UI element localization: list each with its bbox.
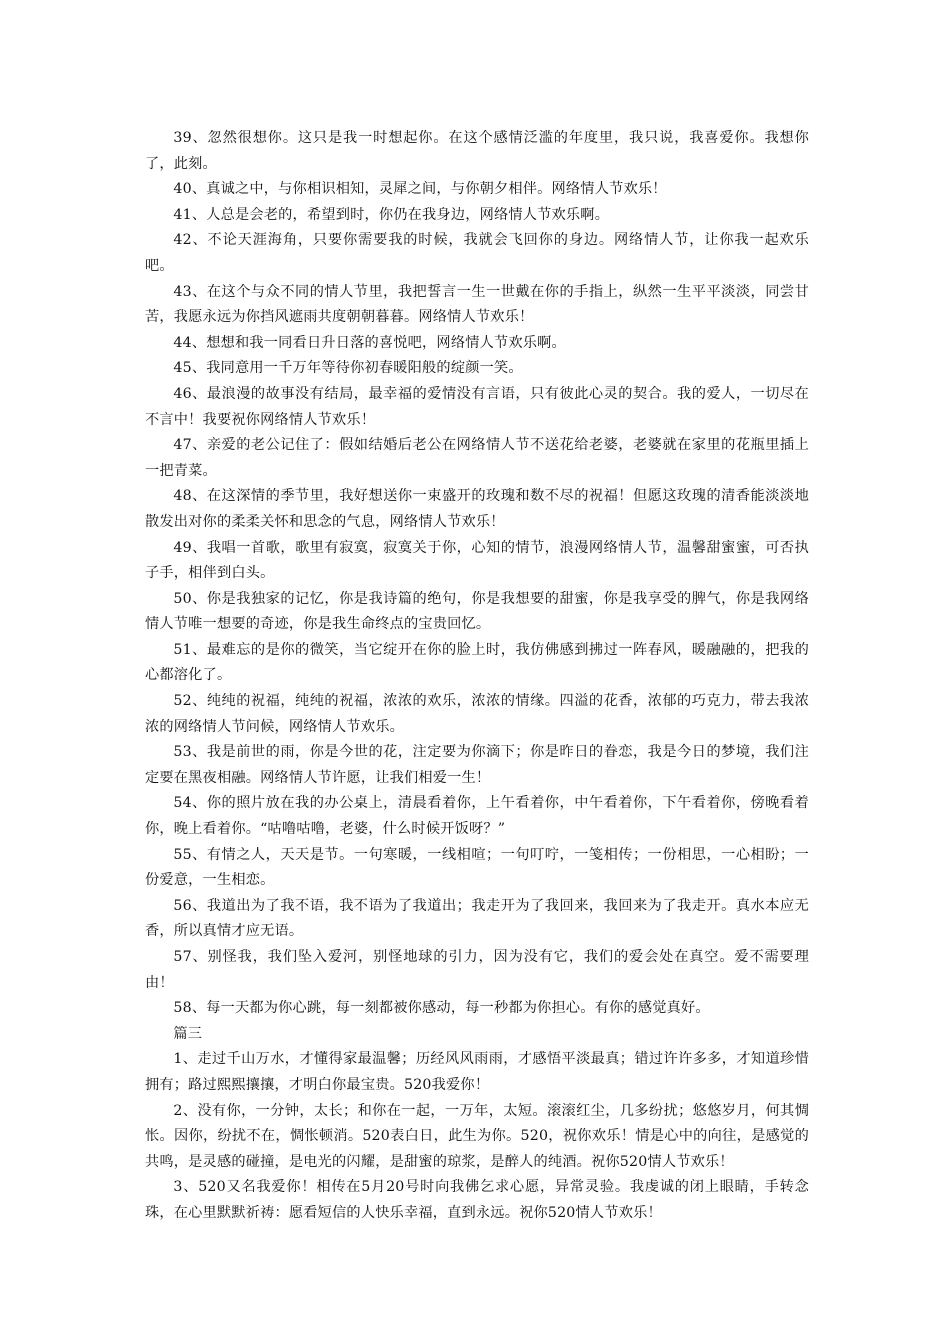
paragraph-48: 48、在这深情的季节里，我好想送你一束盛开的玫瑰和数不尽的祝福！但愿这玫瑰的清香能淡淡地散发出对你的柔柔关怀和思念的气息，网络情人节欢乐！ xyxy=(145,488,809,530)
section-paragraph-3: 3、520又名我爱你！相传在5月20号时向我佛乞求心愿，异常灵验。我虔诚的闭上眼睛，手转念珠，在心里默默祈祷：愿看短信的人快乐幸福，直到永远。祝你520情人节欢乐！ xyxy=(145,1179,809,1221)
paragraph-53: 53、我是前世的雨，你是今世的花，注定要为你滴下；你是昨日的眷恋，我是今日的梦境，我们注定要在黑夜相融。网络情人节许愿，让我们相爱一生！ xyxy=(145,744,809,786)
section-paragraph-2: 2、没有你，一分钟，太长；和你在一起，一万年，太短。滚滚红尘，几多纷扰；悠悠岁月，何其惆怅。因你，纷扰不在，惆怅顿消。520表白日，此生为你。520，祝你欢乐！情是心中的向往，是感觉的共鸣，是灵感的碰撞，是电光的闪耀，是甜蜜的琼浆，是醉人的纯酒。祝你520情人节欢乐！ xyxy=(145,1102,809,1170)
paragraph-51: 51、最难忘的是你的微笑，当它绽开在你的脸上时，我仿佛感到拂过一阵春风，暖融融的，把我的心都溶化了。 xyxy=(145,641,809,684)
paragraph-43: 43、在这个与众不同的情人节里，我把誓言一生一世戴在你的手指上，纵然一生平平淡淡，同尝甘苦，我愿永远为你挡风遮雨共度朝朝暮暮。网络情人节欢乐！ xyxy=(145,283,809,326)
section-paragraph-1: 1、走过千山万水，才懂得家最温馨；历经风风雨雨，才感悟平淡最真；错过许许多多，才知道珍惜拥有；路过熙熙攘攘，才明白你最宝贵。520我爱你！ xyxy=(145,1051,809,1093)
document-body xyxy=(145,126,809,1227)
paragraph-54: 54、你的照片放在我的办公桌上，清晨看着你，上午看着你，中午看着你，下午看着你，傍晚看着你，晚上看着你。“咕噜咕噜，老婆，什么时候开饭呀？” xyxy=(145,795,809,838)
paragraph-44: 44、想想和我一同看日升日落的喜悦吧，网络情人节欢乐啊。 xyxy=(173,334,566,351)
paragraph-50: 50、你是我独家的记忆，你是我诗篇的绝句，你是我想要的甜蜜，你是我享受的脾气，你是我网络情人节唯一想要的奇迹，你是我生命终点的宝贵回忆。 xyxy=(145,590,809,633)
paragraph-45: 45、我同意用一千万年等待你初春暖阳般的绽颜一笑。 xyxy=(173,360,523,377)
paragraph-56: 56、我道出为了我不语，我不语为了我道出；我走开为了我回来，我回来为了我走开。真水本应无香，所以真情才应无语。 xyxy=(145,897,809,940)
paragraph-40: 40、真诚之中，与你相识相知，灵犀之间，与你朝夕相伴。网络情人节欢乐！ xyxy=(173,181,667,198)
paragraph-52: 52、纯纯的祝福，纯纯的祝福，浓浓的欢乐，浓浓的情缘。四溢的花香，浓郁的巧克力，带去我浓浓的网络情人节问候，网络情人节欢乐。 xyxy=(145,693,809,735)
paragraph-55: 55、有情之人，天天是节。一句寒暖，一线相喧；一句叮咛，一笺相传；一份相思，一心相盼；一份爱意，一生相恋。 xyxy=(145,846,809,889)
paragraph-46: 46、最浪漫的故事没有结局，最幸福的爱情没有言语，只有彼此心灵的契合。我的爱人，一切尽在不言中！我要祝你网络情人节欢乐！ xyxy=(145,385,809,428)
paragraph-58: 58、每一天都为你心跳，每一刻都被你感动，每一秒都为你担心。有你的感觉真好。 xyxy=(173,1000,710,1017)
paragraph-47: 47、亲爱的老公记住了：假如结婚后老公在网络情人节不送花给老婆，老婆就在家里的花瓶里插上一把青菜。 xyxy=(145,437,809,479)
section-heading: 篇三 xyxy=(173,1025,203,1042)
paragraph-39: 39、忽然很想你。这只是我一时想起你。在这个感情泛滥的年度里，我只说，我喜爱你。我想你了，此刻。 xyxy=(145,130,809,172)
paragraph-41: 41、人总是会老的，希望到时，你仍在我身边，网络情人节欢乐啊。 xyxy=(173,206,610,223)
paragraph-57: 57、别怪我，我们坠入爱河，别怪地球的引力，因为没有它，我们的爱会处在真空。爱不需要理由！ xyxy=(145,949,809,991)
paragraph-42: 42、不论天涯海角，只要你需要我的时候，我就会飞回你的身边。网络情人节，让你我一起欢乐吧。 xyxy=(145,232,809,274)
paragraph-49: 49、我唱一首歌，歌里有寂寞，寂寞关于你，心知的情节，浪漫网络情人节，温馨甜蜜蜜，可否执子手，相伴到白头。 xyxy=(145,539,809,582)
